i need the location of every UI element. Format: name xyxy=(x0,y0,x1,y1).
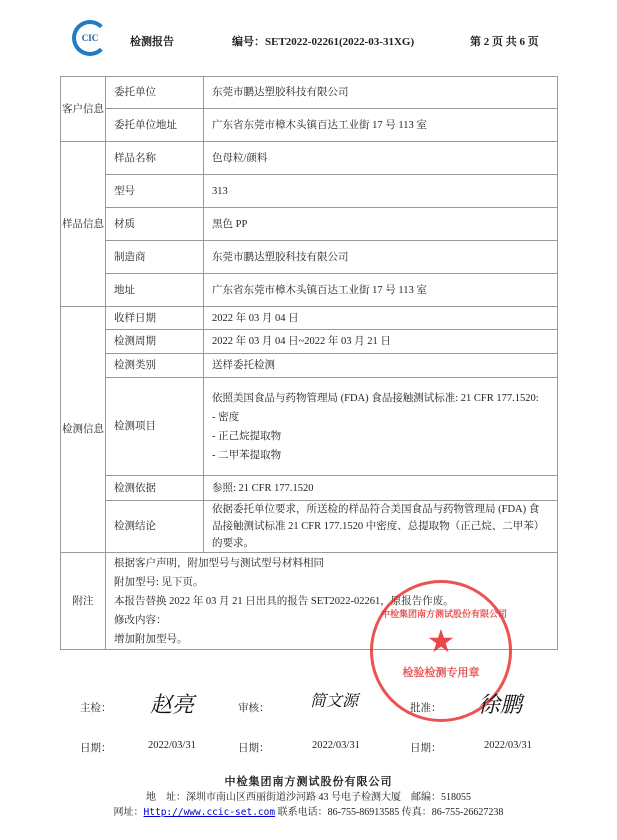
test-item-line: - 密度 xyxy=(212,411,240,423)
value: 送样委托检测 xyxy=(204,354,558,378)
note-line: 增加附加型号。 xyxy=(114,633,188,645)
reviewer-label: 审核： xyxy=(238,703,270,714)
label: 地址 xyxy=(106,274,204,307)
note-line: 附加型号: 见下页。 xyxy=(114,576,204,588)
inspector-label: 主检： xyxy=(80,703,112,714)
report-table xyxy=(60,76,558,650)
date: 2022/03/31 xyxy=(484,740,532,751)
label: 委托单位 xyxy=(106,77,204,109)
seal-sub-text: 检验检测专用章 xyxy=(402,667,480,679)
inspector-signature: 赵亮 xyxy=(150,693,195,718)
label: 材质 xyxy=(106,208,204,241)
value: 参照: 21 CFR 177.1520 xyxy=(204,476,558,501)
date-label: 日期： xyxy=(238,743,270,754)
footer-company: 中检集团南方测试股份有限公司 xyxy=(224,776,393,788)
test-item-line: 依照美国食品与药物管理局 (FDA) 食品接触测试标准: 21 CFR 177.1520: xyxy=(212,392,539,404)
value: 东莞市鹏达塑胶科技有限公司 xyxy=(204,77,558,109)
test-item-line: - 二甲苯提取物 xyxy=(212,449,282,461)
date: 2022/03/31 xyxy=(148,740,196,751)
approver-label: 批准： xyxy=(410,703,442,714)
test-items xyxy=(204,378,558,476)
date-label: 日期： xyxy=(80,743,112,754)
label: 收样日期 xyxy=(106,307,204,330)
value: 313 xyxy=(204,175,558,208)
value: 色母粒/颜料 xyxy=(204,142,558,175)
value: 东莞市鹏达塑胶科技有限公司 xyxy=(204,241,558,274)
label: 委托单位地址 xyxy=(106,109,204,142)
conclusion-text: 依据委托单位要求，所送检的样品符合美国食品与药物管理局 (FDA) 食品接触测试标准 21 CFR 177.1520 中密度、总提取物（正己烷、二甲苯）的要求。 xyxy=(204,501,558,553)
cic-logo: CIC xyxy=(72,20,108,56)
label: 制造商 xyxy=(106,241,204,274)
value: 2022 年 03 月 04 日~2022 年 03 月 21 日 xyxy=(204,330,558,354)
label: 检测类别 xyxy=(106,354,204,378)
value: 广东省东莞市樟木头镇百达工业街 17 号 113 室 xyxy=(204,274,558,307)
value: 广东省东莞市樟木头镇百达工业街 17 号 113 室 xyxy=(204,109,558,142)
web-label: 网址： xyxy=(113,807,144,818)
footer-contact xyxy=(0,805,617,820)
note-line: 本报告替换 2022 年 03 月 21 日出具的报告 SET2022-02261，原报告作废。 xyxy=(114,595,454,607)
label: 检测依据 xyxy=(106,476,204,501)
label: 样品名称 xyxy=(106,142,204,175)
doc-type: 检测报告 xyxy=(130,36,174,48)
report-number: 编号：SET2022-02261(2022-03-31XG) xyxy=(232,36,415,48)
group-test: 检测信息 xyxy=(61,307,106,553)
contact-info: 联系电话：86-755-86913585 传真：86-755-26627238 xyxy=(275,807,504,818)
date: 2022/03/31 xyxy=(312,740,360,751)
notes-label: 附注 xyxy=(61,553,106,650)
value: 黑色 PP xyxy=(204,208,558,241)
seal-company-text: 中检集团南方测试股份有限公司 xyxy=(380,609,507,619)
approver-signature: 徐鹏 xyxy=(478,693,523,718)
website-link[interactable]: Http://www.ccic-set.com xyxy=(143,807,276,818)
value: 2022 年 03 月 04 日 xyxy=(204,307,558,330)
label: 检测结论 xyxy=(106,501,204,553)
label: 型号 xyxy=(106,175,204,208)
date-label: 日期： xyxy=(410,743,442,754)
reviewer-signature: 简文源 xyxy=(310,691,359,710)
footer-address: 地 址：深圳市南山区西丽街道沙河路 43 号电子检测大厦 邮编：518055 xyxy=(146,792,471,803)
label: 检测周期 xyxy=(106,330,204,354)
page-indicator: 第 2 页 共 6 页 xyxy=(470,36,539,48)
test-item-line: - 正己烷提取物 xyxy=(212,430,282,442)
note-line: 根据客户声明，附加型号与测试型号材料相同 xyxy=(114,557,324,569)
star-icon: ★ xyxy=(426,623,456,659)
group-customer: 客户信息 xyxy=(61,77,106,142)
group-sample: 样品信息 xyxy=(61,142,106,307)
note-line: 修改内容： xyxy=(114,614,167,626)
label: 检测项目 xyxy=(106,378,204,476)
